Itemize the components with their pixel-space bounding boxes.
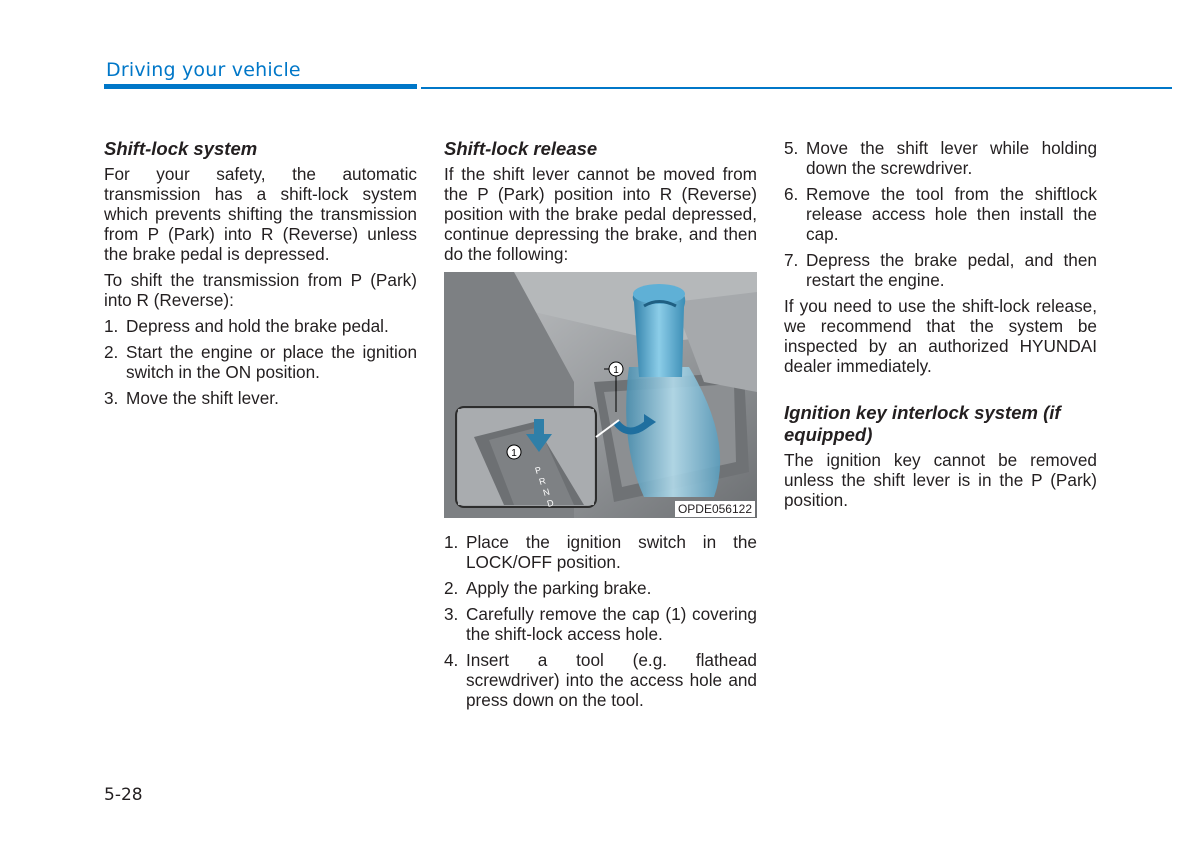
shift-lever-illustration (444, 272, 757, 518)
page-number: 5-28 (104, 785, 143, 805)
step-number: 2. (444, 578, 459, 598)
column-2 (444, 138, 757, 716)
step-number: 7. (784, 250, 799, 270)
step-number: 1. (104, 316, 119, 336)
shift-lever-drawing (444, 272, 757, 518)
step-text: Remove the tool from the shiftlock release access hole then install the cap. (806, 184, 1097, 244)
paragraph: If you need to use the shift-lock release, we recommend that the system be inspected by an authorized HYUNDAI dealer immediately. (784, 296, 1097, 376)
step-text: Carefully remove the cap (1) covering the shift-lock access hole. (466, 604, 757, 644)
gear-letter-p: P (533, 464, 543, 476)
paragraph: For your safety, the automatic transmission has a shift-lock system which prevents shifting the transmission from P (Park) into R (Reverse) unless the brake pedal is depressed. (104, 164, 417, 264)
gear-letter-d: D (545, 497, 555, 509)
paragraph: To shift the transmission from P (Park) into R (Reverse): (104, 270, 417, 310)
step-text: Move the shift lever. (126, 388, 279, 408)
header-rule-thick (104, 84, 417, 89)
step-number: 6. (784, 184, 799, 204)
list-item (104, 316, 417, 336)
column-1 (104, 138, 417, 414)
column-3 (784, 138, 1097, 516)
inset-callout-number: 1 (511, 448, 517, 459)
paragraph: The ignition key cannot be removed unless the shift lever is in the P (Park) position. (784, 450, 1097, 510)
step-number: 4. (444, 650, 459, 670)
list-item (104, 342, 417, 382)
heading-shift-lock-system: Shift-lock system (104, 138, 258, 159)
spacer (784, 382, 1097, 402)
step-text: Move the shift lever while holding down the screwdriver. (806, 138, 1097, 178)
list-item (104, 388, 417, 408)
list-item (784, 250, 1097, 290)
step-number: 5. (784, 138, 799, 158)
heading-shift-lock-release: Shift-lock release (444, 138, 598, 159)
step-text: Insert a tool (e.g. flathead screwdriver) into the access hole and press down on the tool. (466, 650, 757, 710)
step-text: Apply the parking brake. (466, 578, 652, 598)
list-item (784, 184, 1097, 244)
gear-letter-r: R (537, 475, 547, 487)
step-text: Start the engine or place the ignition switch in the ON position. (126, 342, 417, 382)
step-number: 3. (104, 388, 119, 408)
step-text: Depress and hold the brake pedal. (126, 316, 389, 336)
step-number: 1. (444, 532, 459, 552)
list-item (444, 532, 757, 572)
step-text: Place the ignition switch in the LOCK/OFF position. (466, 532, 757, 572)
step-number: 3. (444, 604, 459, 624)
list-item (444, 604, 757, 644)
list-item (444, 578, 757, 598)
step-number: 2. (104, 342, 119, 362)
paragraph: If the shift lever cannot be moved from the P (Park) position into R (Reverse) position with the brake pedal depressed, continue depressing the brake, and then do the following: (444, 164, 757, 264)
step-text: Depress the brake pedal, and then restart the engine. (806, 250, 1097, 290)
list-item (444, 650, 757, 710)
list-item (784, 138, 1097, 178)
gear-letter-n: N (541, 486, 551, 498)
header-rule-thin (421, 87, 1172, 89)
figure-code: OPDE056122 (675, 501, 755, 517)
section-title: Driving your vehicle (106, 59, 301, 81)
heading-ignition-key-interlock: Ignition key interlock system (if equipped) (784, 402, 1061, 445)
figure-callout-number: 1 (613, 365, 619, 376)
